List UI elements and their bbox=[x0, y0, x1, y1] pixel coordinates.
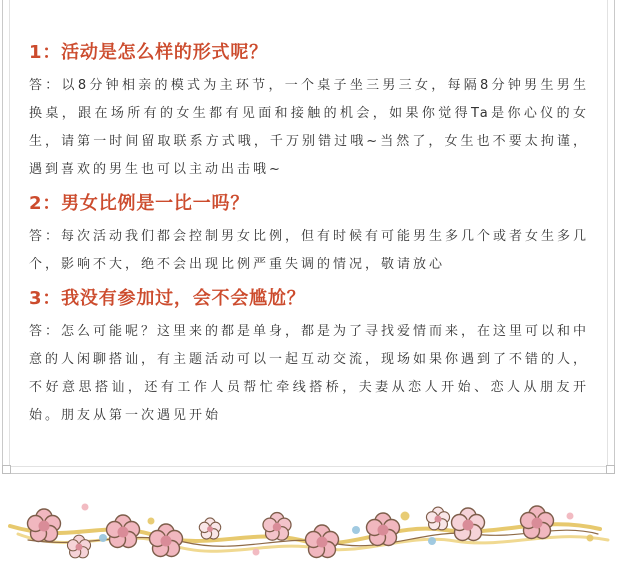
flower-icon-5 bbox=[199, 518, 220, 539]
gold-dot-3 bbox=[587, 535, 594, 542]
pink-dot-1 bbox=[82, 504, 89, 511]
flower-icon-1 bbox=[28, 509, 61, 542]
faq-question-1: 1：活动是怎么样的形式呢？ bbox=[29, 42, 268, 63]
flower-icon-2 bbox=[67, 535, 90, 558]
faq-question-2: 2：男女比例是一比一吗？ bbox=[29, 193, 250, 214]
flower-icon-11 bbox=[521, 506, 554, 539]
floral-footer-decoration bbox=[0, 486, 620, 580]
floral-vine-illustration bbox=[0, 486, 620, 580]
flower-cluster bbox=[28, 506, 554, 558]
faq-answer-3: 答：怎么可能呢？这里来的都是单身，都是为了寻找爱情而来，在这里可以和中意的人闲聊搭讪，有主题活动可以一起互动交流，现场如果你遇到了不错的人，不好意思搭讪，还有工作人员帮忙牵线搭桥，夫妻从恋人开始、恋人从朋友开始。朋友从第一次遇见开始 bbox=[29, 324, 590, 423]
faq-item-1 bbox=[29, 39, 589, 184]
flower-icon-7 bbox=[306, 525, 339, 558]
blue-dot-3 bbox=[428, 537, 436, 545]
flower-icon-8 bbox=[367, 513, 400, 546]
flower-icon-6 bbox=[263, 513, 291, 541]
faq-question-3: 3：我没有参加过，会不会尴尬？ bbox=[29, 288, 306, 309]
blue-dot-2 bbox=[352, 526, 360, 534]
faq-answer-1: 答：以8分钟相亲的模式为主环节，一个桌子坐三男三女，每隔8分钟男生男生换桌，跟在场所有的女生都有见面和接触的机会，如果你觉得Ta是你心仪的女生，请第一时间留取联系方式哦，千万别错过哦~当然了，女生也不要太拘谨，遇到喜欢的男生也可以主动出击哦~ bbox=[29, 78, 589, 177]
pink-dot-2 bbox=[253, 549, 260, 556]
panel-corner-bottom-left bbox=[2, 465, 11, 474]
flower-icon-9 bbox=[426, 507, 449, 530]
gold-dot-2 bbox=[401, 512, 410, 521]
panel-corner-bottom-right bbox=[606, 465, 615, 474]
faq-item-3 bbox=[29, 285, 589, 430]
blue-dot-1 bbox=[99, 534, 107, 542]
faq-content bbox=[29, 39, 589, 436]
pink-dot-3 bbox=[567, 513, 574, 520]
flower-icon-3 bbox=[107, 515, 140, 548]
flower-icon-10 bbox=[452, 508, 485, 541]
faq-answer-2: 答：每次活动我们都会控制男女比例，但有时候有可能男生多几个或者女生多几个，影响不大，绝不会出现比例严重失调的情况，敬请放心 bbox=[29, 229, 590, 272]
content-panel bbox=[2, 0, 615, 474]
flower-icon-4 bbox=[150, 524, 183, 557]
faq-item-2 bbox=[29, 190, 589, 279]
gold-dot-1 bbox=[148, 518, 155, 525]
